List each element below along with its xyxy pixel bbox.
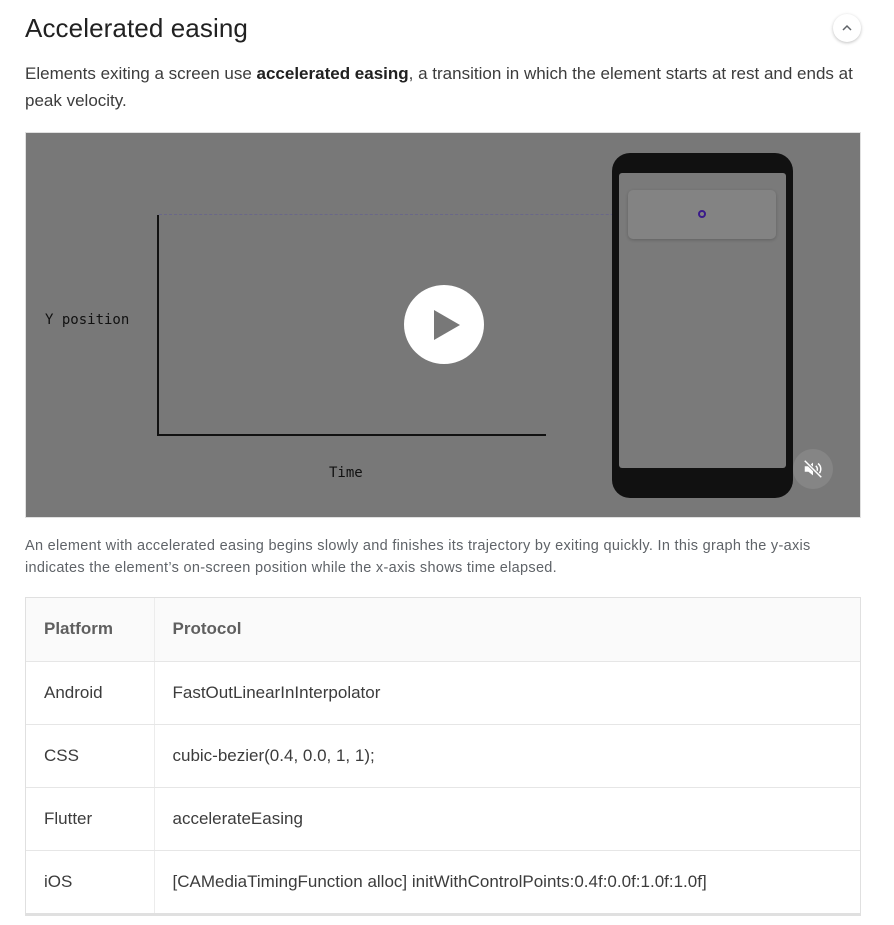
protocol-cell: accelerateEasing [154, 787, 860, 850]
phone-screen [619, 173, 786, 468]
intro-text-end: , a transition in which the element starts at rest and ends at peak velocity. [25, 64, 853, 110]
protocol-cell: cubic-bezier(0.4, 0.0, 1, 1); [154, 724, 860, 787]
table-row [26, 661, 860, 724]
y-axis [157, 215, 159, 436]
protocol-cell: [CAMediaTimingFunction alloc] initWithControlPoints:0.4f:0.0f:1.0f:1.0f] [172, 871, 707, 891]
intro-text: Elements exiting a screen use [25, 64, 257, 83]
column-header-protocol: Protocol [154, 598, 860, 661]
platform-cell: iOS [26, 850, 154, 913]
table-row [26, 787, 860, 850]
x-axis [157, 434, 546, 436]
mute-button[interactable] [793, 449, 833, 489]
intro-paragraph [25, 60, 865, 114]
easing-protocol-table [25, 597, 861, 916]
play-button[interactable] [404, 285, 484, 364]
table-header-row [26, 598, 860, 661]
column-header-platform: Platform [26, 598, 154, 661]
intro-bold-term: accelerated easing [256, 64, 409, 83]
platform-cell: Android [26, 661, 154, 724]
play-icon [434, 310, 460, 340]
platform-cell: CSS [26, 724, 154, 787]
animated-card [628, 190, 776, 239]
table-row [26, 724, 860, 787]
y-axis-label: Y position [45, 312, 130, 328]
phone-mockup [612, 153, 793, 498]
position-marker [698, 210, 706, 218]
table-row [26, 850, 860, 913]
x-axis-label: Time [329, 465, 363, 481]
platform-cell: Flutter [26, 787, 154, 850]
easing-video[interactable] [25, 132, 861, 518]
protocol-cell: FastOutLinearInInterpolator [154, 661, 860, 724]
video-caption: An element with accelerated easing begins slowly and finishes its trajectory by exiting quickly. In this graph the y-axis indicates the element’s on-screen position while the x-axis shows time elapsed. [25, 538, 811, 576]
chevron-up-icon [841, 22, 853, 34]
collapse-button[interactable] [833, 14, 861, 42]
section-title: Accelerated easing [25, 12, 248, 43]
volume-off-icon [802, 458, 824, 480]
section-header [25, 10, 865, 46]
